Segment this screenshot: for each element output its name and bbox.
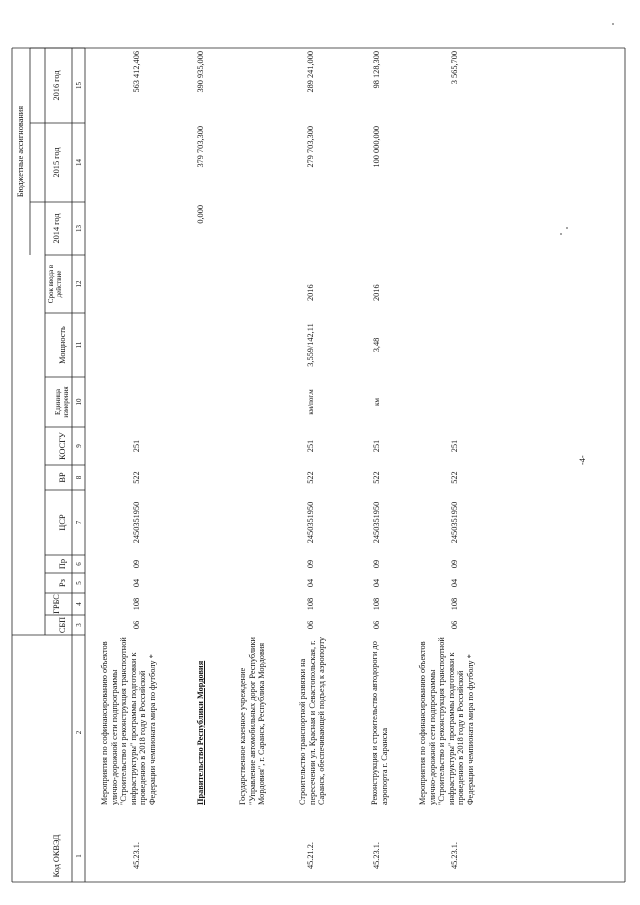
- row-2015: 279 703,300: [306, 126, 315, 168]
- scan-speck: [560, 233, 562, 235]
- row-code: 45.23.1.: [132, 842, 141, 869]
- row-name: Строительство транспортной развязки на пересечении ул. Красная и Севастопольская, г. Саранск, обеспечивающей подъезд к аэропорту: [298, 637, 326, 805]
- col-number: 1: [75, 854, 83, 858]
- col-number: 5: [75, 581, 83, 585]
- row-2014: 0,000: [196, 205, 205, 224]
- row-grbs: 108: [372, 597, 381, 611]
- row-csr: 2450351950: [306, 501, 315, 544]
- row-name: Мероприятия по софинансированию объектов улично-дорожной сети подпрограммы "Строительство и реконструкция транспортной инфраструктуры" программы подготовки к проведению в 2018 году в Российской Федерации чемпионата мира по футболу *: [100, 637, 157, 805]
- header-2016: 2016 год: [52, 70, 61, 101]
- row-2015: 379 703,300: [196, 126, 205, 168]
- col-number: 6: [75, 562, 83, 566]
- row-vr: 522: [450, 471, 459, 484]
- col-number: 2: [75, 730, 83, 735]
- header-grbs: ГРБС: [52, 594, 61, 614]
- scan-speck: [612, 23, 614, 25]
- row-rz: 04: [372, 578, 381, 588]
- col-number: 3: [75, 623, 83, 627]
- header-sbp: СБП: [58, 616, 67, 634]
- row-pr: 09: [372, 559, 381, 569]
- row-pr: 09: [132, 559, 141, 569]
- row-code: 45.21.2.: [306, 842, 315, 869]
- row-2015: 100 000,000: [372, 126, 381, 168]
- header-commission: Срок ввода в действие: [47, 264, 63, 304]
- row-vr: 522: [372, 471, 381, 484]
- row-unit: км/пог.м: [307, 389, 315, 415]
- row-2016: 563 412,406: [132, 51, 141, 93]
- row-name: Мероприятия по софинансированию объектов улично-дорожной сети подпрограммы "Строительство и реконструкция транспортной инфраструктуры" программы подготовки к проведению в 2018 году в Российской Федерации чемпионата мира по футболу *: [418, 637, 475, 805]
- row-name: Правительство Республики Мордовия: [196, 660, 205, 805]
- col-number: 10: [75, 398, 83, 406]
- row-code: 45.23.1.: [372, 842, 381, 869]
- row-grbs: 108: [132, 597, 141, 611]
- row-csr: 2450351950: [132, 501, 141, 544]
- row-kosgu: 251: [132, 439, 141, 453]
- header-budget: Бюджетные ассигнования: [16, 105, 25, 198]
- scan-speck: [566, 227, 568, 229]
- row-commission: 2016: [306, 284, 315, 301]
- header-2014: 2014 год: [52, 213, 61, 244]
- header-csr: ЦСР: [58, 514, 67, 531]
- col-number: 12: [75, 280, 83, 288]
- col-number: 15: [75, 82, 83, 89]
- page-number: -4-: [578, 455, 587, 465]
- header-capacity: Мощность: [58, 326, 67, 364]
- header-2015: 2015 год: [52, 147, 61, 178]
- row-sbp: 06: [372, 620, 381, 630]
- row-rz: 04: [132, 578, 141, 588]
- row-rz: 04: [450, 578, 459, 588]
- row-code: 45.23.1.: [450, 842, 459, 869]
- row-pr: 09: [306, 559, 315, 569]
- row-name: Государственное казенное учреждение "Управление автомобильных дорог Республики Мордовия", г. Саранск, Республика Мордовия: [238, 637, 266, 805]
- row-name: Реконструкция и строительство автодороги до аэропорта г. Саранска: [370, 641, 389, 805]
- col-number: 14: [75, 159, 83, 166]
- header-unit: Единица измерения: [54, 386, 70, 418]
- row-pr: 09: [450, 559, 459, 569]
- header-kosgu: КОСГУ: [58, 432, 67, 460]
- col-number: 13: [75, 225, 83, 232]
- col-number: 7: [75, 520, 83, 525]
- row-sbp: 06: [450, 620, 459, 630]
- row-rz: 04: [306, 578, 315, 588]
- col-number: 4: [75, 602, 83, 606]
- header-vr: ВР: [58, 472, 67, 483]
- row-2016: 98 128,300: [372, 51, 381, 89]
- col-number: 8: [75, 475, 83, 480]
- row-capacity: 3,559/142,11: [306, 323, 315, 367]
- row-grbs: 108: [450, 597, 459, 611]
- row-capacity: 3,48: [372, 337, 381, 353]
- row-sbp: 06: [132, 620, 141, 630]
- row-vr: 522: [306, 471, 315, 484]
- row-commission: 2016: [372, 284, 381, 301]
- row-kosgu: 251: [450, 439, 459, 453]
- col-number: 11: [75, 341, 83, 349]
- row-vr: 522: [132, 471, 141, 484]
- row-unit: км: [373, 398, 381, 406]
- row-2016: 289 241,000: [306, 51, 315, 93]
- header-code-okved: Код ОКВЭД: [52, 834, 61, 878]
- row-2016: 390 935,000: [196, 51, 205, 93]
- col-number: 9: [75, 444, 83, 448]
- header-pr: Пр: [58, 558, 67, 570]
- row-kosgu: 251: [372, 439, 381, 453]
- row-sbp: 06: [306, 620, 315, 630]
- row-grbs: 108: [306, 597, 315, 611]
- row-kosgu: 251: [306, 439, 315, 453]
- row-csr: 2450351950: [450, 501, 459, 544]
- row-csr: 2450351950: [372, 501, 381, 544]
- row-2016: 3 565,700: [450, 51, 459, 85]
- header-rz: Рз: [58, 579, 67, 587]
